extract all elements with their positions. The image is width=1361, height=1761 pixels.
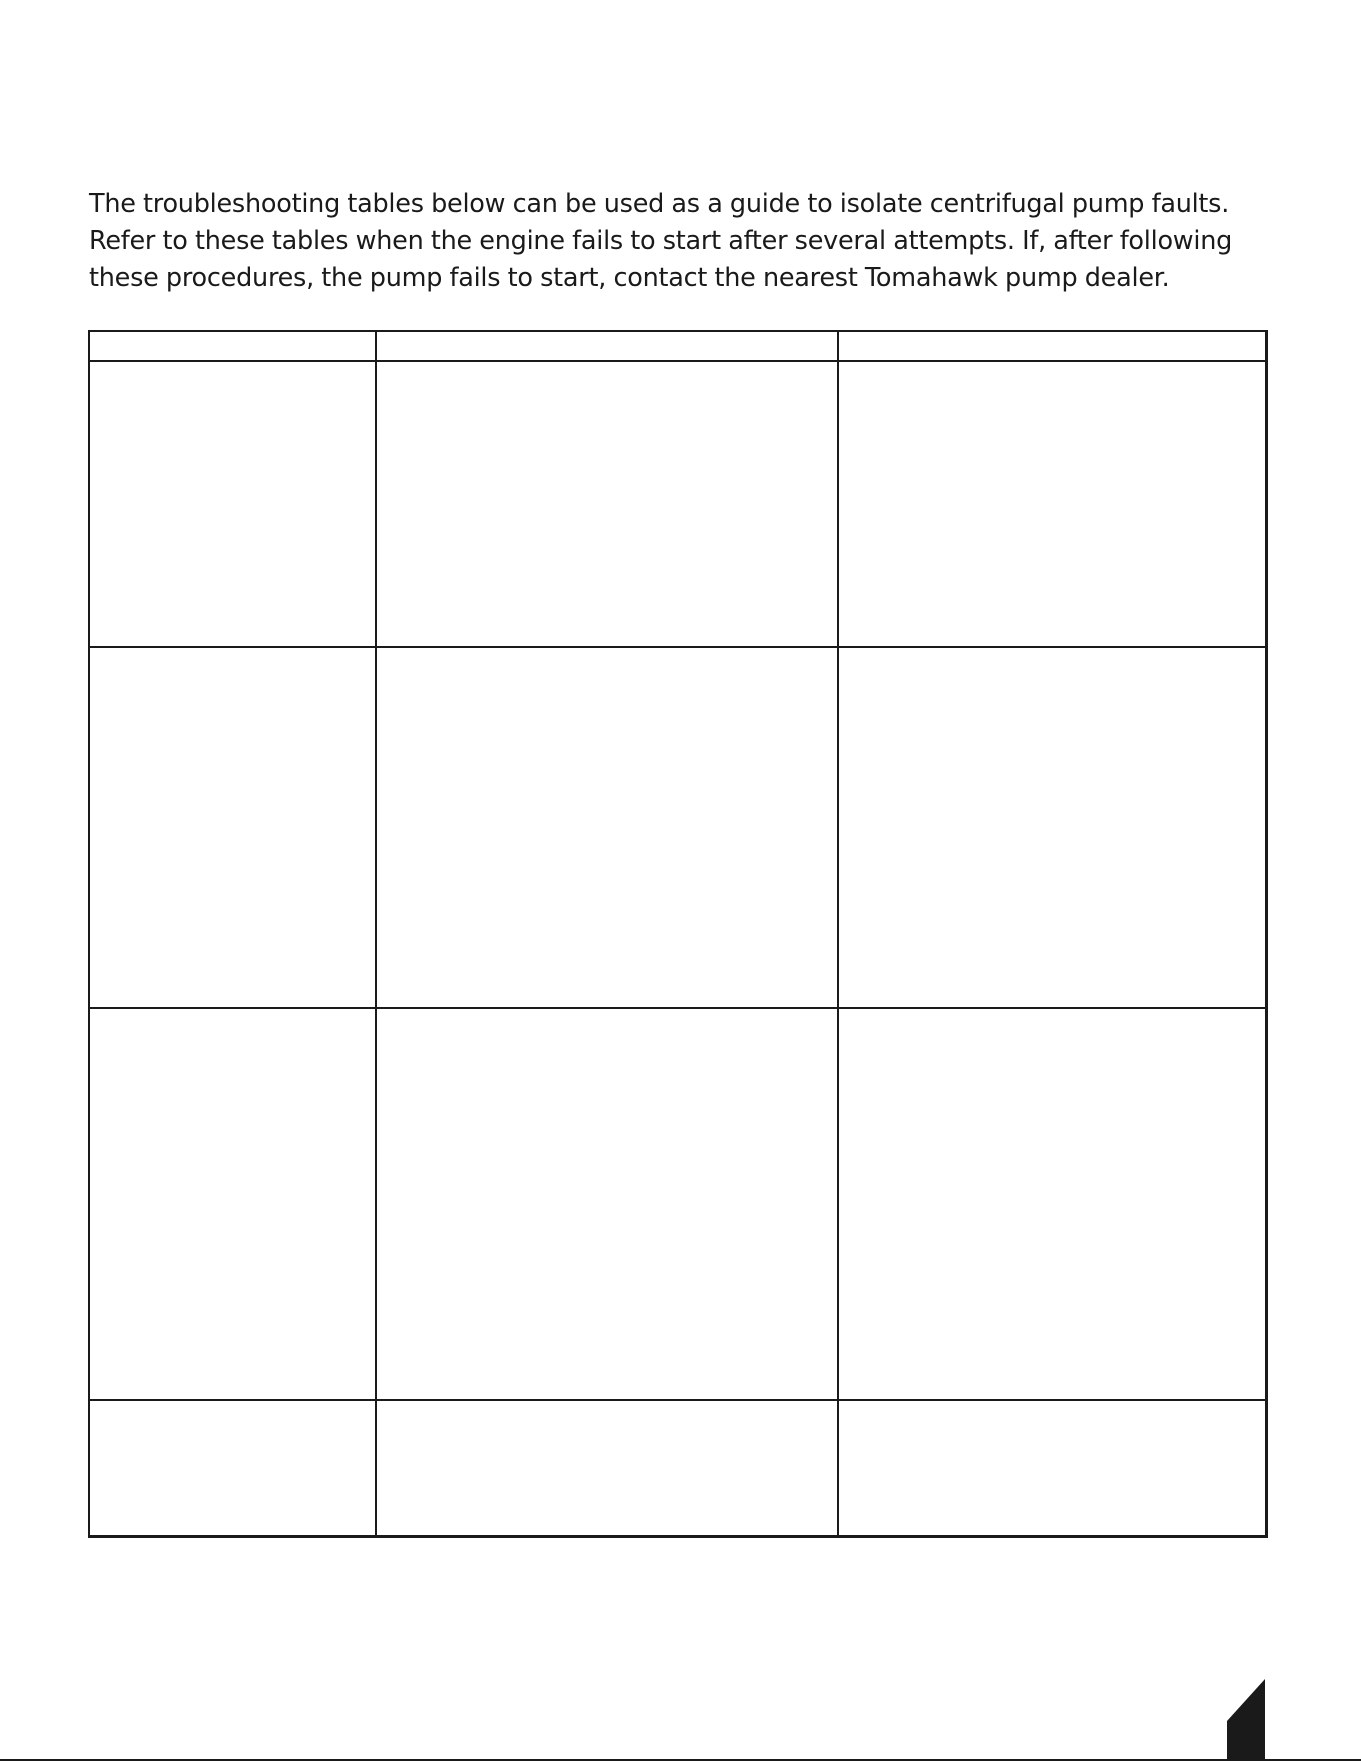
table-cell (838, 647, 1266, 1008)
table-row (89, 1400, 1266, 1536)
table-cell (838, 1008, 1266, 1400)
table-cell (89, 1008, 376, 1400)
header-cell-2 (376, 331, 838, 361)
table-header-row (89, 331, 1266, 361)
header-cell-3 (838, 331, 1266, 361)
table-cell (89, 1400, 376, 1536)
table-cell (89, 361, 376, 647)
table-cell (376, 1008, 838, 1400)
table-row (89, 1008, 1266, 1400)
table-cell (838, 1400, 1266, 1536)
intro-line-1: The troubleshooting tables below can be used as a guide to isolate centrifugal pump faults. (89, 189, 1230, 219)
table-cell (376, 361, 838, 647)
intro-paragraph (89, 186, 1279, 297)
troubleshooting-table (88, 330, 1268, 1538)
intro-line-3: these procedures, the pump fails to start, contact the nearest Tomahawk pump dealer. (89, 263, 1170, 293)
page-corner-tab (1227, 1679, 1265, 1761)
table-row (89, 647, 1266, 1008)
table-row (89, 361, 1266, 647)
table-cell (376, 1400, 838, 1536)
table-cell (376, 647, 838, 1008)
table-cell (838, 361, 1266, 647)
table-cell (89, 647, 376, 1008)
header-cell-1 (89, 331, 376, 361)
intro-line-2: Refer to these tables when the engine fails to start after several attempts. If, after following (89, 226, 1233, 256)
